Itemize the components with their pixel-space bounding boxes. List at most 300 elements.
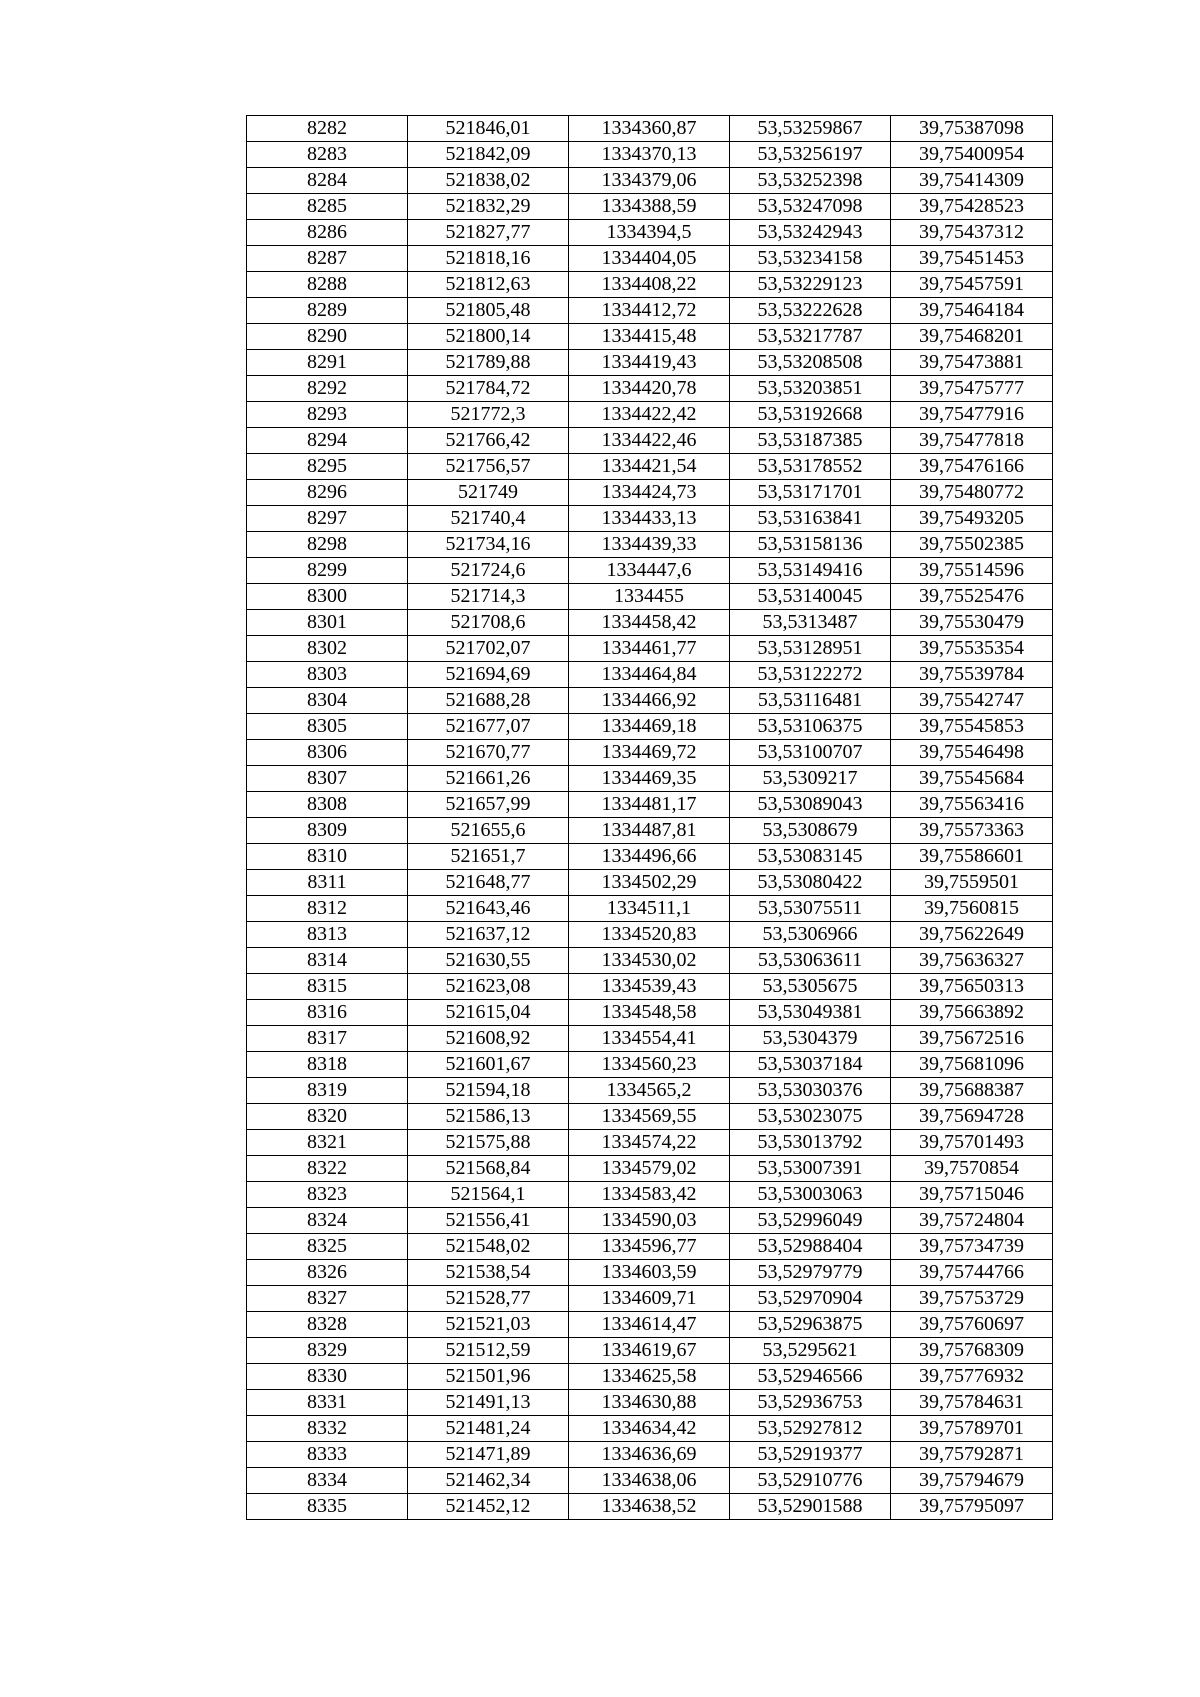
cell-point-number: 8304	[247, 688, 408, 714]
table-row	[247, 246, 1053, 272]
cell-point-number: 8293	[247, 402, 408, 428]
cell-y-coordinate: 1334469,18	[569, 714, 730, 740]
table-row	[247, 714, 1053, 740]
cell-point-number: 8330	[247, 1364, 408, 1390]
cell-point-number: 8310	[247, 844, 408, 870]
table-row	[247, 662, 1053, 688]
cell-y-coordinate: 1334419,43	[569, 350, 730, 376]
cell-point-number: 8290	[247, 324, 408, 350]
cell-latitude: 53,53242943	[730, 220, 891, 246]
table-row	[247, 1416, 1053, 1442]
cell-point-number: 8294	[247, 428, 408, 454]
cell-x-coordinate: 521805,48	[408, 298, 569, 324]
cell-y-coordinate: 1334630,88	[569, 1390, 730, 1416]
table-row	[247, 480, 1053, 506]
cell-y-coordinate: 1334466,92	[569, 688, 730, 714]
cell-y-coordinate: 1334408,22	[569, 272, 730, 298]
table-row	[247, 1494, 1053, 1520]
cell-longitude: 39,75475777	[891, 376, 1053, 402]
cell-point-number: 8295	[247, 454, 408, 480]
cell-point-number: 8313	[247, 922, 408, 948]
cell-longitude: 39,75387098	[891, 116, 1053, 142]
cell-x-coordinate: 521818,16	[408, 246, 569, 272]
table-row	[247, 428, 1053, 454]
cell-latitude: 53,53178552	[730, 454, 891, 480]
table-row	[247, 1442, 1053, 1468]
cell-y-coordinate: 1334433,13	[569, 506, 730, 532]
cell-x-coordinate: 521586,13	[408, 1104, 569, 1130]
cell-y-coordinate: 1334520,83	[569, 922, 730, 948]
cell-y-coordinate: 1334603,59	[569, 1260, 730, 1286]
table-row	[247, 740, 1053, 766]
cell-latitude: 53,53252398	[730, 168, 891, 194]
cell-latitude: 53,52901588	[730, 1494, 891, 1520]
table-row	[247, 142, 1053, 168]
cell-latitude: 53,53163841	[730, 506, 891, 532]
cell-y-coordinate: 1334388,59	[569, 194, 730, 220]
cell-x-coordinate: 521677,07	[408, 714, 569, 740]
cell-latitude: 53,53234158	[730, 246, 891, 272]
cell-x-coordinate: 521615,04	[408, 1000, 569, 1026]
cell-longitude: 39,75477818	[891, 428, 1053, 454]
cell-longitude: 39,75545853	[891, 714, 1053, 740]
cell-longitude: 39,75734739	[891, 1234, 1053, 1260]
cell-latitude: 53,53083145	[730, 844, 891, 870]
cell-latitude: 53,52919377	[730, 1442, 891, 1468]
cell-x-coordinate: 521789,88	[408, 350, 569, 376]
cell-x-coordinate: 521564,1	[408, 1182, 569, 1208]
table-row	[247, 1286, 1053, 1312]
cell-x-coordinate: 521661,26	[408, 766, 569, 792]
cell-x-coordinate: 521521,03	[408, 1312, 569, 1338]
cell-y-coordinate: 1334379,06	[569, 168, 730, 194]
table-row	[247, 558, 1053, 584]
cell-latitude: 53,53030376	[730, 1078, 891, 1104]
table-row	[247, 506, 1053, 532]
cell-x-coordinate: 521842,09	[408, 142, 569, 168]
table-row	[247, 1104, 1053, 1130]
cell-y-coordinate: 1334590,03	[569, 1208, 730, 1234]
cell-longitude: 39,75563416	[891, 792, 1053, 818]
cell-longitude: 39,75493205	[891, 506, 1053, 532]
coordinates-table	[246, 115, 1053, 1520]
cell-y-coordinate: 1334421,54	[569, 454, 730, 480]
cell-y-coordinate: 1334360,87	[569, 116, 730, 142]
cell-latitude: 53,52910776	[730, 1468, 891, 1494]
cell-longitude: 39,75530479	[891, 610, 1053, 636]
cell-point-number: 8333	[247, 1442, 408, 1468]
cell-point-number: 8332	[247, 1416, 408, 1442]
cell-point-number: 8300	[247, 584, 408, 610]
cell-x-coordinate: 521838,02	[408, 168, 569, 194]
cell-y-coordinate: 1334404,05	[569, 246, 730, 272]
cell-longitude: 39,75753729	[891, 1286, 1053, 1312]
cell-longitude: 39,75451453	[891, 246, 1053, 272]
table-row	[247, 922, 1053, 948]
table-row	[247, 1312, 1053, 1338]
cell-x-coordinate: 521749	[408, 480, 569, 506]
cell-latitude: 53,53229123	[730, 272, 891, 298]
table-row	[247, 1390, 1053, 1416]
cell-longitude: 39,75688387	[891, 1078, 1053, 1104]
table-row	[247, 194, 1053, 220]
cell-latitude: 53,5313487	[730, 610, 891, 636]
cell-longitude: 39,75502385	[891, 532, 1053, 558]
cell-point-number: 8282	[247, 116, 408, 142]
cell-latitude: 53,53023075	[730, 1104, 891, 1130]
cell-point-number: 8325	[247, 1234, 408, 1260]
cell-y-coordinate: 1334481,17	[569, 792, 730, 818]
cell-point-number: 8289	[247, 298, 408, 324]
cell-y-coordinate: 1334502,29	[569, 870, 730, 896]
cell-y-coordinate: 1334469,35	[569, 766, 730, 792]
cell-latitude: 53,5308679	[730, 818, 891, 844]
cell-longitude: 39,75760697	[891, 1312, 1053, 1338]
cell-longitude: 39,75715046	[891, 1182, 1053, 1208]
cell-point-number: 8297	[247, 506, 408, 532]
cell-longitude: 39,75535354	[891, 636, 1053, 662]
table-row	[247, 610, 1053, 636]
table-row	[247, 1026, 1053, 1052]
cell-longitude: 39,75428523	[891, 194, 1053, 220]
cell-x-coordinate: 521608,92	[408, 1026, 569, 1052]
cell-y-coordinate: 1334579,02	[569, 1156, 730, 1182]
cell-point-number: 8312	[247, 896, 408, 922]
table-row	[247, 896, 1053, 922]
cell-y-coordinate: 1334487,81	[569, 818, 730, 844]
cell-longitude: 39,7559501	[891, 870, 1053, 896]
cell-point-number: 8291	[247, 350, 408, 376]
table-row	[247, 974, 1053, 1000]
table-row	[247, 454, 1053, 480]
cell-longitude: 39,75477916	[891, 402, 1053, 428]
cell-point-number: 8335	[247, 1494, 408, 1520]
cell-longitude: 39,75694728	[891, 1104, 1053, 1130]
table-row	[247, 1208, 1053, 1234]
table-row	[247, 350, 1053, 376]
cell-y-coordinate: 1334638,06	[569, 1468, 730, 1494]
cell-y-coordinate: 1334394,5	[569, 220, 730, 246]
table-row	[247, 636, 1053, 662]
cell-point-number: 8305	[247, 714, 408, 740]
table-row	[247, 116, 1053, 142]
cell-latitude: 53,5305675	[730, 974, 891, 1000]
cell-y-coordinate: 1334574,22	[569, 1130, 730, 1156]
cell-x-coordinate: 521734,16	[408, 532, 569, 558]
cell-latitude: 53,52988404	[730, 1234, 891, 1260]
table-row	[247, 1156, 1053, 1182]
cell-latitude: 53,53122272	[730, 662, 891, 688]
cell-point-number: 8299	[247, 558, 408, 584]
cell-longitude: 39,75400954	[891, 142, 1053, 168]
cell-latitude: 53,53149416	[730, 558, 891, 584]
cell-latitude: 53,53208508	[730, 350, 891, 376]
cell-latitude: 53,53187385	[730, 428, 891, 454]
cell-y-coordinate: 1334420,78	[569, 376, 730, 402]
cell-latitude: 53,53203851	[730, 376, 891, 402]
cell-x-coordinate: 521491,13	[408, 1390, 569, 1416]
table-row	[247, 688, 1053, 714]
cell-latitude: 53,53089043	[730, 792, 891, 818]
cell-x-coordinate: 521702,07	[408, 636, 569, 662]
cell-longitude: 39,75792871	[891, 1442, 1053, 1468]
cell-point-number: 8319	[247, 1078, 408, 1104]
cell-y-coordinate: 1334464,84	[569, 662, 730, 688]
cell-latitude: 53,5309217	[730, 766, 891, 792]
cell-y-coordinate: 1334511,1	[569, 896, 730, 922]
cell-latitude: 53,5304379	[730, 1026, 891, 1052]
cell-longitude: 39,75539784	[891, 662, 1053, 688]
cell-y-coordinate: 1334424,73	[569, 480, 730, 506]
cell-point-number: 8318	[247, 1052, 408, 1078]
cell-latitude: 53,52946566	[730, 1364, 891, 1390]
cell-longitude: 39,75414309	[891, 168, 1053, 194]
cell-y-coordinate: 1334583,42	[569, 1182, 730, 1208]
table-row	[247, 584, 1053, 610]
cell-latitude: 53,52927812	[730, 1416, 891, 1442]
cell-point-number: 8283	[247, 142, 408, 168]
cell-longitude: 39,75542747	[891, 688, 1053, 714]
cell-longitude: 39,75663892	[891, 1000, 1053, 1026]
cell-y-coordinate: 1334447,6	[569, 558, 730, 584]
cell-longitude: 39,75457591	[891, 272, 1053, 298]
cell-longitude: 39,75636327	[891, 948, 1053, 974]
table-row	[247, 168, 1053, 194]
cell-longitude: 39,75795097	[891, 1494, 1053, 1520]
cell-x-coordinate: 521471,89	[408, 1442, 569, 1468]
table-row	[247, 792, 1053, 818]
cell-x-coordinate: 521528,77	[408, 1286, 569, 1312]
cell-x-coordinate: 521708,6	[408, 610, 569, 636]
cell-latitude: 53,53049381	[730, 1000, 891, 1026]
cell-latitude: 53,53192668	[730, 402, 891, 428]
cell-latitude: 53,52996049	[730, 1208, 891, 1234]
cell-point-number: 8322	[247, 1156, 408, 1182]
cell-y-coordinate: 1334619,67	[569, 1338, 730, 1364]
cell-point-number: 8288	[247, 272, 408, 298]
cell-point-number: 8321	[247, 1130, 408, 1156]
cell-longitude: 39,75794679	[891, 1468, 1053, 1494]
cell-x-coordinate: 521657,99	[408, 792, 569, 818]
cell-x-coordinate: 521688,28	[408, 688, 569, 714]
cell-point-number: 8292	[247, 376, 408, 402]
cell-point-number: 8327	[247, 1286, 408, 1312]
cell-latitude: 53,52936753	[730, 1390, 891, 1416]
cell-x-coordinate: 521568,84	[408, 1156, 569, 1182]
cell-point-number: 8331	[247, 1390, 408, 1416]
cell-latitude: 53,53140045	[730, 584, 891, 610]
cell-x-coordinate: 521548,02	[408, 1234, 569, 1260]
cell-point-number: 8308	[247, 792, 408, 818]
cell-point-number: 8324	[247, 1208, 408, 1234]
cell-longitude: 39,75672516	[891, 1026, 1053, 1052]
cell-point-number: 8334	[247, 1468, 408, 1494]
cell-y-coordinate: 1334415,48	[569, 324, 730, 350]
table-row	[247, 1130, 1053, 1156]
cell-x-coordinate: 521637,12	[408, 922, 569, 948]
cell-longitude: 39,7570854	[891, 1156, 1053, 1182]
cell-latitude: 53,52979779	[730, 1260, 891, 1286]
cell-latitude: 53,5295621	[730, 1338, 891, 1364]
cell-point-number: 8286	[247, 220, 408, 246]
cell-x-coordinate: 521556,41	[408, 1208, 569, 1234]
table-row	[247, 948, 1053, 974]
cell-latitude: 53,53222628	[730, 298, 891, 324]
cell-latitude: 53,53013792	[730, 1130, 891, 1156]
cell-longitude: 39,75464184	[891, 298, 1053, 324]
cell-latitude: 53,53158136	[730, 532, 891, 558]
cell-y-coordinate: 1334412,72	[569, 298, 730, 324]
cell-latitude: 53,53171701	[730, 480, 891, 506]
cell-longitude: 39,7560815	[891, 896, 1053, 922]
cell-longitude: 39,75480772	[891, 480, 1053, 506]
cell-longitude: 39,75789701	[891, 1416, 1053, 1442]
cell-point-number: 8309	[247, 818, 408, 844]
cell-latitude: 53,52970904	[730, 1286, 891, 1312]
cell-y-coordinate: 1334461,77	[569, 636, 730, 662]
cell-point-number: 8329	[247, 1338, 408, 1364]
cell-longitude: 39,75724804	[891, 1208, 1053, 1234]
table-row	[247, 1338, 1053, 1364]
cell-y-coordinate: 1334422,42	[569, 402, 730, 428]
coordinates-table-body	[247, 116, 1053, 1520]
cell-y-coordinate: 1334560,23	[569, 1052, 730, 1078]
table-row	[247, 402, 1053, 428]
cell-point-number: 8284	[247, 168, 408, 194]
cell-longitude: 39,75476166	[891, 454, 1053, 480]
cell-y-coordinate: 1334554,41	[569, 1026, 730, 1052]
cell-x-coordinate: 521452,12	[408, 1494, 569, 1520]
cell-latitude: 53,53256197	[730, 142, 891, 168]
cell-y-coordinate: 1334469,72	[569, 740, 730, 766]
cell-latitude: 53,53217787	[730, 324, 891, 350]
table-row	[247, 1468, 1053, 1494]
table-row	[247, 1234, 1053, 1260]
cell-x-coordinate: 521714,3	[408, 584, 569, 610]
cell-point-number: 8328	[247, 1312, 408, 1338]
cell-point-number: 8301	[247, 610, 408, 636]
cell-y-coordinate: 1334609,71	[569, 1286, 730, 1312]
cell-longitude: 39,75586601	[891, 844, 1053, 870]
cell-point-number: 8306	[247, 740, 408, 766]
cell-x-coordinate: 521623,08	[408, 974, 569, 1000]
cell-x-coordinate: 521601,67	[408, 1052, 569, 1078]
cell-x-coordinate: 521772,3	[408, 402, 569, 428]
cell-latitude: 53,53106375	[730, 714, 891, 740]
cell-point-number: 8302	[247, 636, 408, 662]
cell-latitude: 53,53128951	[730, 636, 891, 662]
cell-point-number: 8307	[247, 766, 408, 792]
table-row	[247, 1182, 1053, 1208]
cell-longitude: 39,75468201	[891, 324, 1053, 350]
cell-x-coordinate: 521784,72	[408, 376, 569, 402]
cell-y-coordinate: 1334569,55	[569, 1104, 730, 1130]
cell-point-number: 8317	[247, 1026, 408, 1052]
cell-latitude: 53,53080422	[730, 870, 891, 896]
cell-x-coordinate: 521630,55	[408, 948, 569, 974]
cell-x-coordinate: 521594,18	[408, 1078, 569, 1104]
cell-x-coordinate: 521655,6	[408, 818, 569, 844]
cell-latitude: 53,53100707	[730, 740, 891, 766]
cell-point-number: 8311	[247, 870, 408, 896]
cell-y-coordinate: 1334458,42	[569, 610, 730, 636]
cell-longitude: 39,75437312	[891, 220, 1053, 246]
cell-latitude: 53,52963875	[730, 1312, 891, 1338]
cell-latitude: 53,53075511	[730, 896, 891, 922]
cell-y-coordinate: 1334530,02	[569, 948, 730, 974]
cell-point-number: 8285	[247, 194, 408, 220]
cell-longitude: 39,75525476	[891, 584, 1053, 610]
cell-y-coordinate: 1334370,13	[569, 142, 730, 168]
cell-x-coordinate: 521575,88	[408, 1130, 569, 1156]
cell-x-coordinate: 521462,34	[408, 1468, 569, 1494]
cell-latitude: 53,5306966	[730, 922, 891, 948]
cell-y-coordinate: 1334565,2	[569, 1078, 730, 1104]
cell-y-coordinate: 1334422,46	[569, 428, 730, 454]
cell-x-coordinate: 521740,4	[408, 506, 569, 532]
cell-x-coordinate: 521800,14	[408, 324, 569, 350]
table-row	[247, 532, 1053, 558]
cell-longitude: 39,75473881	[891, 350, 1053, 376]
cell-y-coordinate: 1334496,66	[569, 844, 730, 870]
table-row	[247, 1052, 1053, 1078]
cell-x-coordinate: 521846,01	[408, 116, 569, 142]
cell-x-coordinate: 521827,77	[408, 220, 569, 246]
table-row	[247, 766, 1053, 792]
cell-x-coordinate: 521724,6	[408, 558, 569, 584]
cell-longitude: 39,75784631	[891, 1390, 1053, 1416]
cell-point-number: 8316	[247, 1000, 408, 1026]
cell-y-coordinate: 1334638,52	[569, 1494, 730, 1520]
cell-y-coordinate: 1334636,69	[569, 1442, 730, 1468]
cell-x-coordinate: 521651,7	[408, 844, 569, 870]
cell-latitude: 53,53037184	[730, 1052, 891, 1078]
cell-latitude: 53,53247098	[730, 194, 891, 220]
cell-longitude: 39,75776932	[891, 1364, 1053, 1390]
cell-latitude: 53,53259867	[730, 116, 891, 142]
cell-x-coordinate: 521832,29	[408, 194, 569, 220]
table-row	[247, 298, 1053, 324]
cell-latitude: 53,53007391	[730, 1156, 891, 1182]
table-row	[247, 1000, 1053, 1026]
cell-longitude: 39,75573363	[891, 818, 1053, 844]
cell-point-number: 8296	[247, 480, 408, 506]
cell-latitude: 53,53116481	[730, 688, 891, 714]
table-row	[247, 844, 1053, 870]
cell-x-coordinate: 521643,46	[408, 896, 569, 922]
cell-point-number: 8323	[247, 1182, 408, 1208]
table-row	[247, 1364, 1053, 1390]
table-row	[247, 376, 1053, 402]
cell-point-number: 8287	[247, 246, 408, 272]
cell-longitude: 39,75545684	[891, 766, 1053, 792]
cell-longitude: 39,75514596	[891, 558, 1053, 584]
cell-longitude: 39,75701493	[891, 1130, 1053, 1156]
cell-x-coordinate: 521812,63	[408, 272, 569, 298]
cell-longitude: 39,75681096	[891, 1052, 1053, 1078]
cell-longitude: 39,75650313	[891, 974, 1053, 1000]
cell-x-coordinate: 521766,42	[408, 428, 569, 454]
cell-latitude: 53,53003063	[730, 1182, 891, 1208]
table-row	[247, 1260, 1053, 1286]
cell-longitude: 39,75768309	[891, 1338, 1053, 1364]
cell-longitude: 39,75622649	[891, 922, 1053, 948]
table-row	[247, 870, 1053, 896]
cell-point-number: 8326	[247, 1260, 408, 1286]
table-row	[247, 272, 1053, 298]
cell-x-coordinate: 521501,96	[408, 1364, 569, 1390]
cell-y-coordinate: 1334539,43	[569, 974, 730, 1000]
